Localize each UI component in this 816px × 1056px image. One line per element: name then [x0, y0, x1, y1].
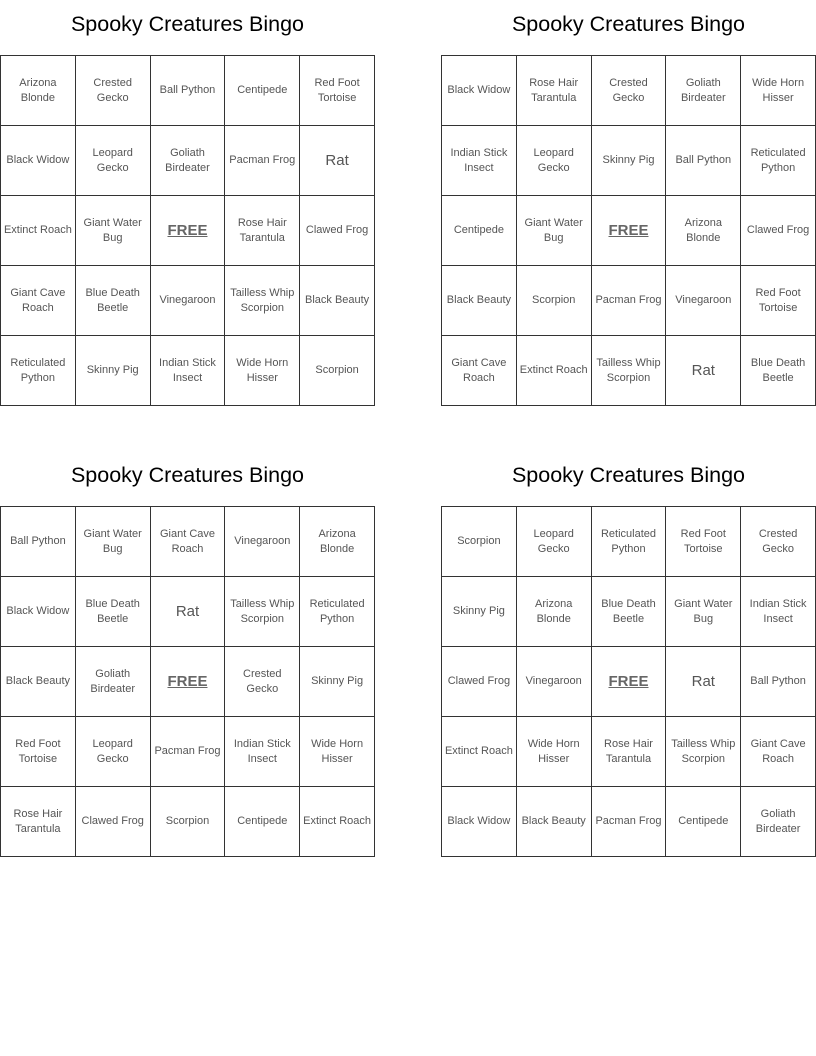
bingo-cell: Red Foot Tortoise — [741, 266, 816, 336]
bingo-cell: Crested Gecko — [592, 56, 667, 126]
bingo-cell: Red Foot Tortoise — [300, 56, 375, 126]
bingo-cell: Goliath Birdeater — [666, 56, 741, 126]
bingo-cell: Indian Stick Insect — [442, 126, 517, 196]
bingo-cell: Black Widow — [1, 126, 76, 196]
bingo-cell: Black Widow — [1, 577, 76, 647]
card-title: Spooky Creatures Bingo — [70, 463, 305, 487]
bingo-cell: Indian Stick Insect — [225, 717, 300, 787]
bingo-cell: Blue Death Beetle — [76, 577, 151, 647]
bingo-cell: Tailless Whip Scorpion — [592, 336, 667, 406]
bingo-cell: Centipede — [442, 196, 517, 266]
bingo-cell: Crested Gecko — [76, 56, 151, 126]
bingo-cell: Wide Horn Hisser — [225, 336, 300, 406]
bingo-grid — [0, 506, 375, 857]
bingo-cell: Scorpion — [300, 336, 375, 406]
bingo-cell: Leopard Gecko — [517, 126, 592, 196]
bingo-cell: Scorpion — [442, 507, 517, 577]
bingo-cell: Scorpion — [517, 266, 592, 336]
card-title: Spooky Creatures Bingo — [70, 12, 305, 36]
bingo-cell: Clawed Frog — [76, 787, 151, 857]
bingo-cell: Arizona Blonde — [517, 577, 592, 647]
bingo-cell: Skinny Pig — [442, 577, 517, 647]
bingo-cell: Black Beauty — [517, 787, 592, 857]
free-space-cell: FREE — [592, 647, 667, 717]
bingo-cell: Wide Horn Hisser — [517, 717, 592, 787]
bingo-cell: Rose Hair Tarantula — [225, 196, 300, 266]
bingo-cell: Extinct Roach — [442, 717, 517, 787]
bingo-cell: Vinegaroon — [225, 507, 300, 577]
bingo-cell: Ball Python — [151, 56, 226, 126]
bingo-cell: Scorpion — [151, 787, 226, 857]
bingo-cell: Tailless Whip Scorpion — [666, 717, 741, 787]
bingo-cell: Vinegaroon — [666, 266, 741, 336]
bingo-cell: Vinegaroon — [517, 647, 592, 717]
bingo-cell: Leopard Gecko — [517, 507, 592, 577]
bingo-cell: Clawed Frog — [741, 196, 816, 266]
bingo-cell: Pacman Frog — [592, 787, 667, 857]
bingo-cell: Extinct Roach — [300, 787, 375, 857]
bingo-cell: Ball Python — [741, 647, 816, 717]
bingo-cell: Crested Gecko — [225, 647, 300, 717]
bingo-cell: Tailless Whip Scorpion — [225, 577, 300, 647]
bingo-cell: Pacman Frog — [151, 717, 226, 787]
bingo-cell: Skinny Pig — [76, 336, 151, 406]
bingo-cell: Tailless Whip Scorpion — [225, 266, 300, 336]
bingo-cell: Leopard Gecko — [76, 126, 151, 196]
bingo-cell: Giant Water Bug — [517, 196, 592, 266]
bingo-grid — [0, 55, 375, 406]
bingo-cell: Wide Horn Hisser — [300, 717, 375, 787]
bingo-cell: Red Foot Tortoise — [666, 507, 741, 577]
bingo-cell: Reticulated Python — [741, 126, 816, 196]
bingo-cell: Ball Python — [1, 507, 76, 577]
bingo-cell: Arizona Blonde — [666, 196, 741, 266]
bingo-cell: Rat — [666, 336, 741, 406]
bingo-cell: Rat — [151, 577, 226, 647]
bingo-cell: Extinct Roach — [517, 336, 592, 406]
bingo-cell: Centipede — [225, 787, 300, 857]
bingo-cell: Skinny Pig — [300, 647, 375, 717]
bingo-cell: Giant Cave Roach — [1, 266, 76, 336]
bingo-cell: Black Beauty — [1, 647, 76, 717]
bingo-cell: Rose Hair Tarantula — [1, 787, 76, 857]
bingo-cell: Skinny Pig — [592, 126, 667, 196]
bingo-cell: Goliath Birdeater — [741, 787, 816, 857]
bingo-cell: Reticulated Python — [300, 577, 375, 647]
bingo-cell: Rose Hair Tarantula — [592, 717, 667, 787]
bingo-cell: Giant Cave Roach — [151, 507, 226, 577]
bingo-cell: Giant Water Bug — [666, 577, 741, 647]
bingo-grid — [441, 55, 816, 406]
bingo-cell: Giant Cave Roach — [741, 717, 816, 787]
bingo-cell: Leopard Gecko — [76, 717, 151, 787]
card-title: Spooky Creatures Bingo — [511, 12, 746, 36]
free-space-cell: FREE — [592, 196, 667, 266]
bingo-grid — [441, 506, 816, 857]
bingo-cell: Crested Gecko — [741, 507, 816, 577]
bingo-cell: Indian Stick Insect — [741, 577, 816, 647]
bingo-cell: Goliath Birdeater — [76, 647, 151, 717]
bingo-cell: Black Widow — [442, 787, 517, 857]
bingo-cell: Clawed Frog — [442, 647, 517, 717]
bingo-cell: Vinegaroon — [151, 266, 226, 336]
bingo-cell: Blue Death Beetle — [741, 336, 816, 406]
bingo-cell: Giant Cave Roach — [442, 336, 517, 406]
bingo-cell: Rat — [300, 126, 375, 196]
card-title: Spooky Creatures Bingo — [511, 463, 746, 487]
bingo-cell: Arizona Blonde — [300, 507, 375, 577]
bingo-cell: Reticulated Python — [592, 507, 667, 577]
bingo-cell: Black Beauty — [300, 266, 375, 336]
bingo-cell: Red Foot Tortoise — [1, 717, 76, 787]
bingo-cell: Extinct Roach — [1, 196, 76, 266]
bingo-cell: Arizona Blonde — [1, 56, 76, 126]
bingo-cell: Centipede — [225, 56, 300, 126]
bingo-cell: Ball Python — [666, 126, 741, 196]
bingo-cell: Rose Hair Tarantula — [517, 56, 592, 126]
bingo-cell: Goliath Birdeater — [151, 126, 226, 196]
bingo-cell: Giant Water Bug — [76, 196, 151, 266]
bingo-cell: Clawed Frog — [300, 196, 375, 266]
bingo-cell: Blue Death Beetle — [592, 577, 667, 647]
bingo-cell: Centipede — [666, 787, 741, 857]
free-space-cell: FREE — [151, 196, 226, 266]
bingo-cell: Rat — [666, 647, 741, 717]
bingo-cell: Giant Water Bug — [76, 507, 151, 577]
bingo-cell: Pacman Frog — [592, 266, 667, 336]
bingo-cell: Black Widow — [442, 56, 517, 126]
bingo-cell: Pacman Frog — [225, 126, 300, 196]
bingo-cell: Black Beauty — [442, 266, 517, 336]
bingo-cell: Indian Stick Insect — [151, 336, 226, 406]
bingo-cell: Blue Death Beetle — [76, 266, 151, 336]
bingo-cell: Wide Horn Hisser — [741, 56, 816, 126]
free-space-cell: FREE — [151, 647, 226, 717]
bingo-cell: Reticulated Python — [1, 336, 76, 406]
